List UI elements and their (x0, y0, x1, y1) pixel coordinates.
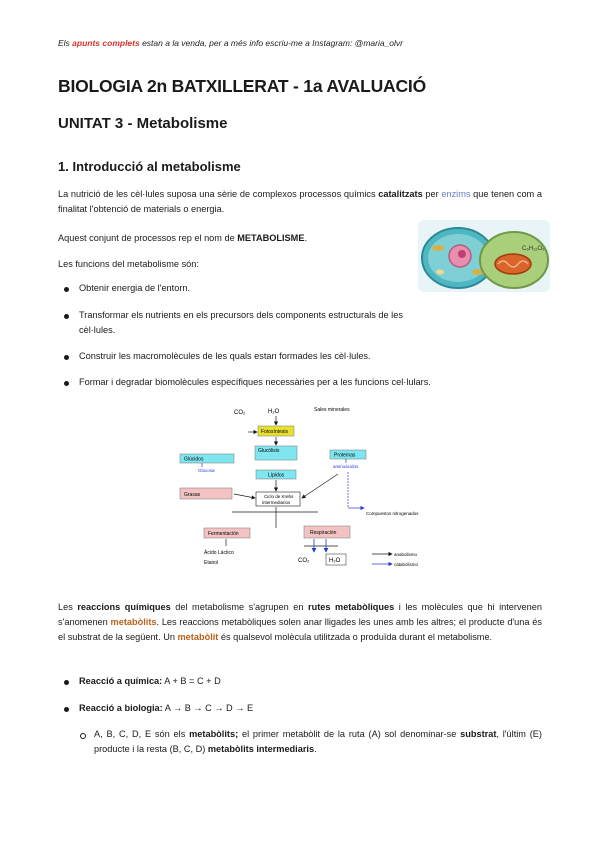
function-item: Obtenir energia de l'entorn. (79, 283, 191, 293)
note-highlight: apunts complets (72, 38, 140, 48)
h2o-bottom-label: H₂O (329, 558, 341, 564)
function-item: Formar i degradar biomolècules específiques necessàries per a les funcions cel·lulars. (79, 377, 431, 387)
hollow-bullet-icon (80, 733, 86, 739)
catabolismo-label: catabolismo (394, 562, 419, 567)
acid-lactic-label: Ácido Láctico (204, 550, 234, 556)
metabolit-term: metabòlit (177, 632, 219, 642)
paragraph-nutricio: La nutrició de les cèl·lules suposa una sèrie de complexos processos químics catalitzats per enzims que tenen com a finalitat l'obtenció de materials o energia. (58, 189, 542, 214)
bullet-icon (64, 680, 69, 685)
unit-title: UNITAT 3 - Metabolisme (58, 115, 228, 132)
metabolism-diagram (168, 400, 430, 586)
lipidos-label: Lípidos (268, 472, 285, 479)
document-title: BIOLOGIA 2n BATXILLERAT - 1a AVALUACIÓ (58, 76, 427, 96)
paragraph-reaccions: Les reaccions químiques del metabolisme s'agrupen en rutes metabòliques i les molècules que hi intervenen s'anomenen metabòlits. Les reaccions metabòliques solen anar lligades les unes amb les altres; el producte d'una és el substrat de la següent. Un metabòlit és qualsevol molècula utilitzada o produïda durant el metabolisme. (58, 602, 542, 642)
anabolismo-label: anabolismo (394, 552, 418, 557)
fotosintesis-label: Fotosíntesis (261, 429, 288, 435)
paragraph-metabolisme: Aquest conjunt de processos rep el nom de METABOLISME. (58, 233, 308, 243)
function-item: Construir les macromolècules de les quals estan formades les cèl·lules. (79, 351, 371, 361)
cell-illustration-image (418, 220, 550, 292)
glucolisis-label: Glucólisis (258, 448, 280, 454)
glucidos-label: Glúcidos (184, 456, 204, 463)
bullet-icon (64, 381, 69, 386)
function-item: Transformar els nutrients en els precursors dels components estructurals de les cèl·lules. (79, 310, 403, 335)
etanol-label: Etanol (204, 560, 219, 566)
sales-label: Sales minerales (314, 407, 350, 413)
paragraph-funcions: Les funcions del metabolisme són: (58, 259, 199, 269)
bullet-icon (64, 287, 69, 292)
co2-bottom-label: CO₂ (298, 558, 310, 564)
fermentacion-label: Fermentación (208, 531, 239, 537)
co2-top-label: CO₂ (234, 410, 246, 416)
svg-text:C₆H₁₂O₆: C₆H₁₂O₆ (522, 246, 545, 252)
central-label: Ciclo de Krebs (264, 494, 294, 499)
enzims-term: enzims (441, 189, 471, 199)
bullet-icon (64, 707, 69, 712)
section-heading: 1. Introducció al metabolisme (58, 159, 241, 174)
bullet-icon (64, 314, 69, 319)
reaction-chem-item: Reacció a química: A + B = C + D (79, 676, 221, 686)
central-sub-label: intermediarios (262, 500, 291, 505)
reaction-bio-item: Reacció a biologia: A → B → C → D → E (79, 703, 254, 713)
proteinas-label: Proteínas (334, 452, 356, 459)
sales-note: Els apunts complets estan a la venda, per a més info escriu-me a Instagram: @maria_olvr (58, 38, 403, 48)
metabolits-term: metabòlits (110, 617, 157, 627)
respiracion-label: Respiración (310, 530, 337, 536)
bullet-icon (64, 355, 69, 360)
h2o-top-label: H₂O (268, 409, 280, 415)
aminoacidos-label: aminoácidos (333, 464, 359, 469)
metabolits-definition: A, B, C, D, E són els metabòlits; el primer metabòlit de la ruta (A) sol denominar-se substrat, l'últim (E) producte i la resta (B, C, D) metabòlits intermediaris. (94, 729, 542, 754)
glucosa-label: Glucosa (198, 468, 215, 473)
grasas-label: Grasas (184, 492, 201, 498)
nitrog-label: Compuestos nitrogenados (366, 511, 419, 516)
